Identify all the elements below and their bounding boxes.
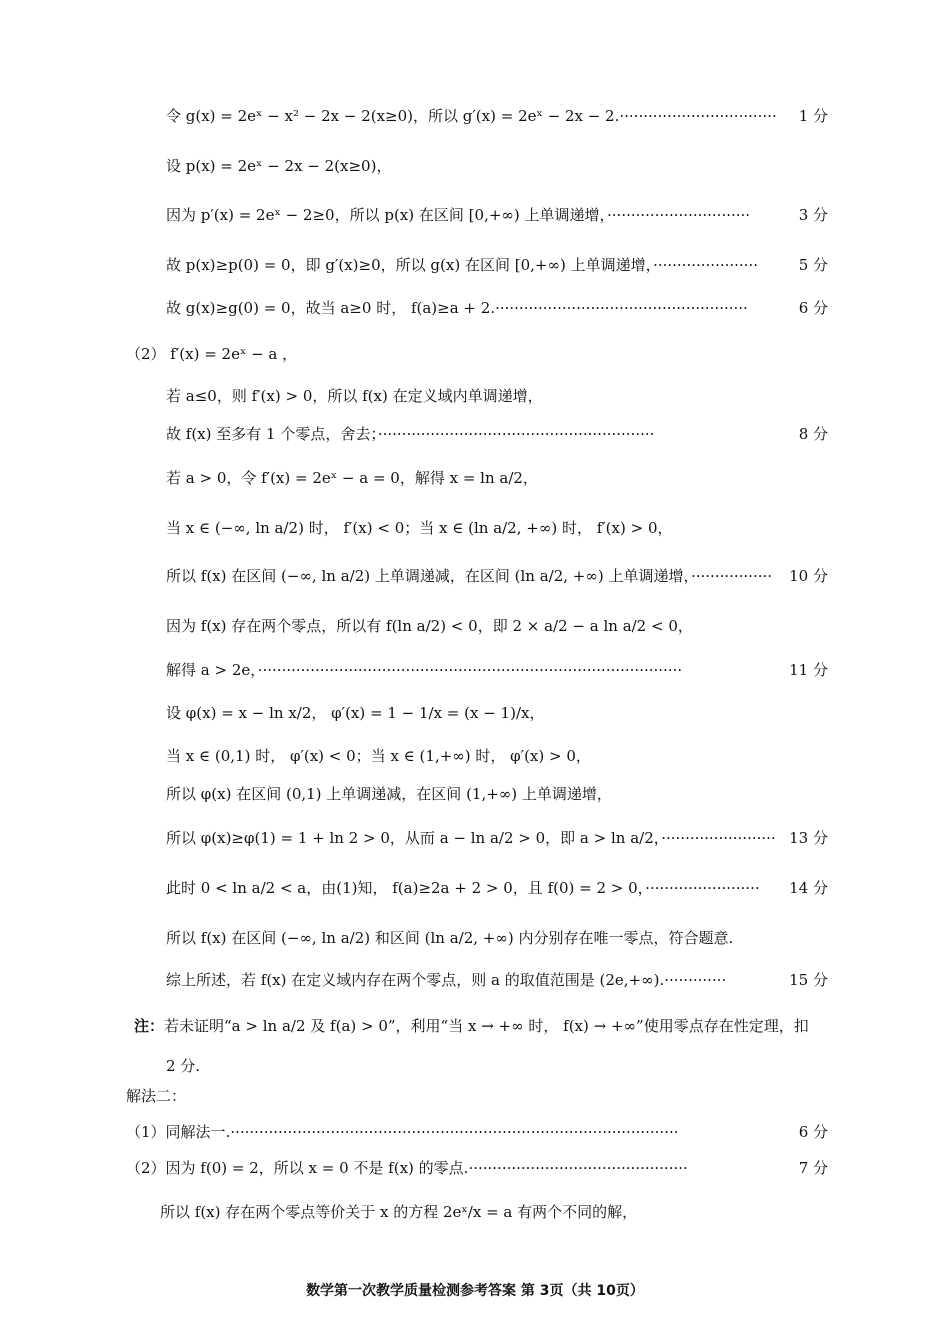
note-label: 注：: [134, 1017, 165, 1035]
note-line: [134, 1016, 809, 1036]
line-1: [166, 106, 777, 126]
line-16: 所以 φ(x) 在区间 (0,1) 上单调递减，在区间 (1,+∞) 上单调递增，: [166, 785, 612, 803]
leader-dots: ·····················································: [495, 299, 748, 317]
line-6: （2） f′(x) = 2eˣ − a ，: [126, 345, 298, 363]
line-7: 若 a≤0，则 f′(x) > 0，所以 f(x) 在定义域内单调递增，: [166, 387, 543, 405]
score-8: 8 分: [798, 425, 828, 443]
line-text: （2）因为 f(0) = 2，所以 x = 0 不是 f(x) 的零点.: [126, 1159, 469, 1177]
line-15: 当 x ∈ (0,1) 时， φ′(x) < 0；当 x ∈ (1,+∞) 时， φ′(x) > 0，: [166, 747, 591, 765]
score-15: 15 分: [789, 971, 828, 989]
score-13: 13 分: [789, 829, 828, 847]
leader-dots: ··························································: [377, 425, 655, 443]
line-text: 解得 a > 2e，: [166, 661, 258, 679]
line-3: [166, 205, 750, 225]
line-text: 故 g(x)≥g(0) = 0，故当 a≥0 时， f(a)≥a + 2.: [166, 299, 496, 317]
method-two-heading: 解法二：: [126, 1087, 187, 1105]
score-3: 3 分: [798, 206, 828, 224]
leader-dots: ······························································································: [230, 1123, 679, 1141]
leader-dots: ······························: [607, 206, 751, 224]
line-text: 综上所述，若 f(x) 在定义域内存在两个零点，则 a 的取值范围是 (2e,+∞).: [166, 971, 665, 989]
score-6b: 6 分: [798, 1123, 828, 1141]
line-11: [166, 566, 772, 586]
score-14: 14 分: [789, 879, 828, 897]
score-7: 7 分: [798, 1159, 828, 1177]
line-10: 当 x ∈ (−∞, ln a/2) 时， f′(x) < 0；当 x ∈ (ln a/2, +∞) 时， f′(x) > 0，: [166, 519, 673, 537]
score-1: 1 分: [798, 107, 828, 125]
line-20: [166, 970, 726, 990]
leader-dots: ························: [645, 879, 760, 897]
line-26: 所以 f(x) 存在两个零点等价关于 x 的方程 2eˣ/x = a 有两个不同的解，: [160, 1203, 638, 1221]
line-12: 因为 f(x) 存在两个零点，所以有 f(ln a/2) < 0，即 2 × a/2 − a ln a/2 < 0，: [166, 617, 693, 635]
line-5: [166, 298, 748, 318]
line-9: 若 a > 0，令 f′(x) = 2eˣ − a = 0，解得 x = ln a/2，: [166, 469, 538, 487]
line-8: [166, 424, 654, 444]
line-text: 此时 0 < ln a/2 < a，由(1)知， f(a)≥2a + 2 > 0，且 f(0) = 2 > 0，: [166, 879, 646, 897]
line-4: [166, 255, 758, 275]
leader-dots: ························: [661, 829, 776, 847]
note-text: 若未证明“a > ln a/2 及 f(a) > 0”，利用“当 x → +∞ 时， f(x) → +∞”使用零点存在性定理，扣: [164, 1017, 809, 1035]
line-14: 设 φ(x) = x − ln x/2， φ′(x) = 1 − 1/x = (x − 1)/x，: [166, 704, 545, 722]
leader-dots: ·············: [664, 971, 727, 989]
leader-dots: ·························································································: [257, 661, 683, 679]
score-6: 6 分: [798, 299, 828, 317]
leader-dots: ·································: [619, 107, 777, 125]
leader-dots: ······················: [653, 256, 758, 274]
line-24: [126, 1122, 679, 1142]
page-footer: 数学第一次教学质量检测参考答案 第 3页（共 10页）: [306, 1283, 644, 1299]
leader-dots: ··············································: [468, 1159, 688, 1177]
score-11: 11 分: [789, 661, 828, 679]
line-17: [166, 828, 776, 848]
line-13: [166, 660, 682, 680]
line-18: [166, 878, 760, 898]
line-text: 所以 f(x) 在区间 (−∞, ln a/2) 上单调递减，在区间 (ln a/2, +∞) 上单调递增，: [166, 567, 691, 585]
line-text: 故 f(x) 至多有 1 个零点，舍去；: [166, 425, 378, 443]
line-text: 令 g(x) = 2eˣ − x² − 2x − 2(x≥0)，所以 g′(x) = 2eˣ − 2x − 2.: [166, 107, 620, 125]
line-text: 所以 φ(x)≥φ(1) = 1 + ln 2 > 0，从而 a − ln a/2 > 0，即 a > ln a/2，: [166, 829, 662, 847]
line-2: 设 p(x) = 2eˣ − 2x − 2(x≥0)，: [166, 157, 392, 175]
note-continuation: 2 分.: [166, 1057, 201, 1075]
line-text: （1）同解法一.: [126, 1123, 231, 1141]
line-text: 因为 p′(x) = 2eˣ − 2≥0，所以 p(x) 在区间 [0,+∞) 上单调递增，: [166, 206, 608, 224]
score-10: 10 分: [789, 567, 828, 585]
score-5: 5 分: [798, 256, 828, 274]
line-25: [126, 1158, 688, 1178]
line-19: 所以 f(x) 在区间 (−∞, ln a/2) 和区间 (ln a/2, +∞) 内分别存在唯一零点，符合题意.: [166, 929, 734, 947]
line-text: 故 p(x)≥p(0) = 0，即 g′(x)≥0，所以 g(x) 在区间 [0,+∞) 上单调递增，: [166, 256, 654, 274]
leader-dots: ·················: [690, 567, 773, 585]
